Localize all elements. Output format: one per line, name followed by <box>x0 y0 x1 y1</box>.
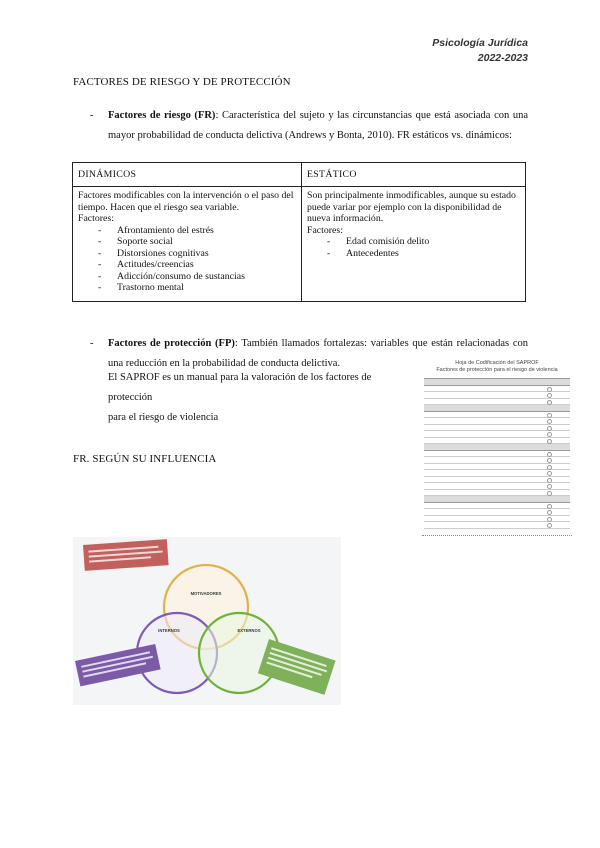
saprof-line-1: El SAPROF es un manual para la valoración de los factores de protección <box>108 372 372 403</box>
dynamic-factors-label: Factores: <box>78 213 114 224</box>
risk-factors-paragraph <box>108 106 528 146</box>
protection-factors-term: Factores de protección (FP) <box>108 338 235 349</box>
venn-label-motivadores: MOTIVADORES <box>190 591 222 596</box>
saprof-paragraph <box>108 368 418 428</box>
subject-title: Psicología Jurídica <box>432 37 528 49</box>
saprof-sheet-subtitle: Factores de protección para el riesgo de violencia <box>436 367 558 373</box>
saprof-sheet-grid <box>424 378 570 529</box>
table-header-dynamic: DINÁMICOS <box>73 163 302 187</box>
venn-label-externos: EXTERNOS <box>237 628 261 633</box>
list-item: - Soporte social <box>98 236 296 248</box>
academic-year: 2022-2023 <box>477 52 528 64</box>
saprof-coding-sheet-image <box>418 360 576 536</box>
list-item: - Trastorno mental <box>98 282 296 294</box>
static-factors-list <box>327 236 520 259</box>
influence-venn-diagram <box>73 537 341 705</box>
document-header <box>432 36 528 66</box>
risk-factors-definition: : Característica del sujeto y las circunstancias que está asociada con una mayor probabilidad de conducta delictiva (Andrews y Bonta, 2010). FR estáticos vs. dinámicos: <box>108 110 528 141</box>
dynamic-description: Factores modificables con la intervención o el paso del tiempo. Hacen que el riesgo sea variable. <box>78 190 294 213</box>
bullet-marker: - <box>90 338 94 349</box>
bullet-marker: - <box>90 110 94 121</box>
list-item: - Afrontamiento del estrés <box>98 225 296 237</box>
static-description: Son principalmente inmodificables, aunque su estado puede variar por ejemplo con la disponibilidad de nueva información. <box>307 190 516 224</box>
dynamic-factors-list <box>98 225 296 294</box>
list-item: - Distorsiones cognitivas <box>98 248 296 260</box>
static-factors-label: Factores: <box>307 224 343 236</box>
section-title-risk-protection: FACTORES DE RIESGO Y DE PROTECCIÓN <box>73 76 291 88</box>
list-item: - Adicción/consumo de sustancias <box>98 271 296 283</box>
venn-label-internos: INTERNOS <box>158 628 180 633</box>
saprof-line-2: para el riesgo de violencia <box>108 412 219 423</box>
dynamic-cell <box>73 187 302 302</box>
section-title-influence: FR. SEGÚN SU INFLUENCIA <box>73 453 217 465</box>
static-cell <box>302 187 526 302</box>
risk-factors-table <box>72 162 526 302</box>
list-item: - Antecedentes <box>327 248 520 260</box>
risk-factors-term: Factores de riesgo (FR) <box>108 110 216 121</box>
protection-factors-definition: : También llamados fortalezas: variables que están relacionadas con una reducción en la probabilidad de conducta delictiva. <box>108 338 528 369</box>
list-item: - Edad comisión delito <box>327 236 520 248</box>
table-header-static: ESTÁTICO <box>302 163 526 187</box>
list-item: - Actitudes/creencias <box>98 259 296 271</box>
saprof-sheet-title: Hoja de Codificación del SAPROF <box>455 360 539 366</box>
